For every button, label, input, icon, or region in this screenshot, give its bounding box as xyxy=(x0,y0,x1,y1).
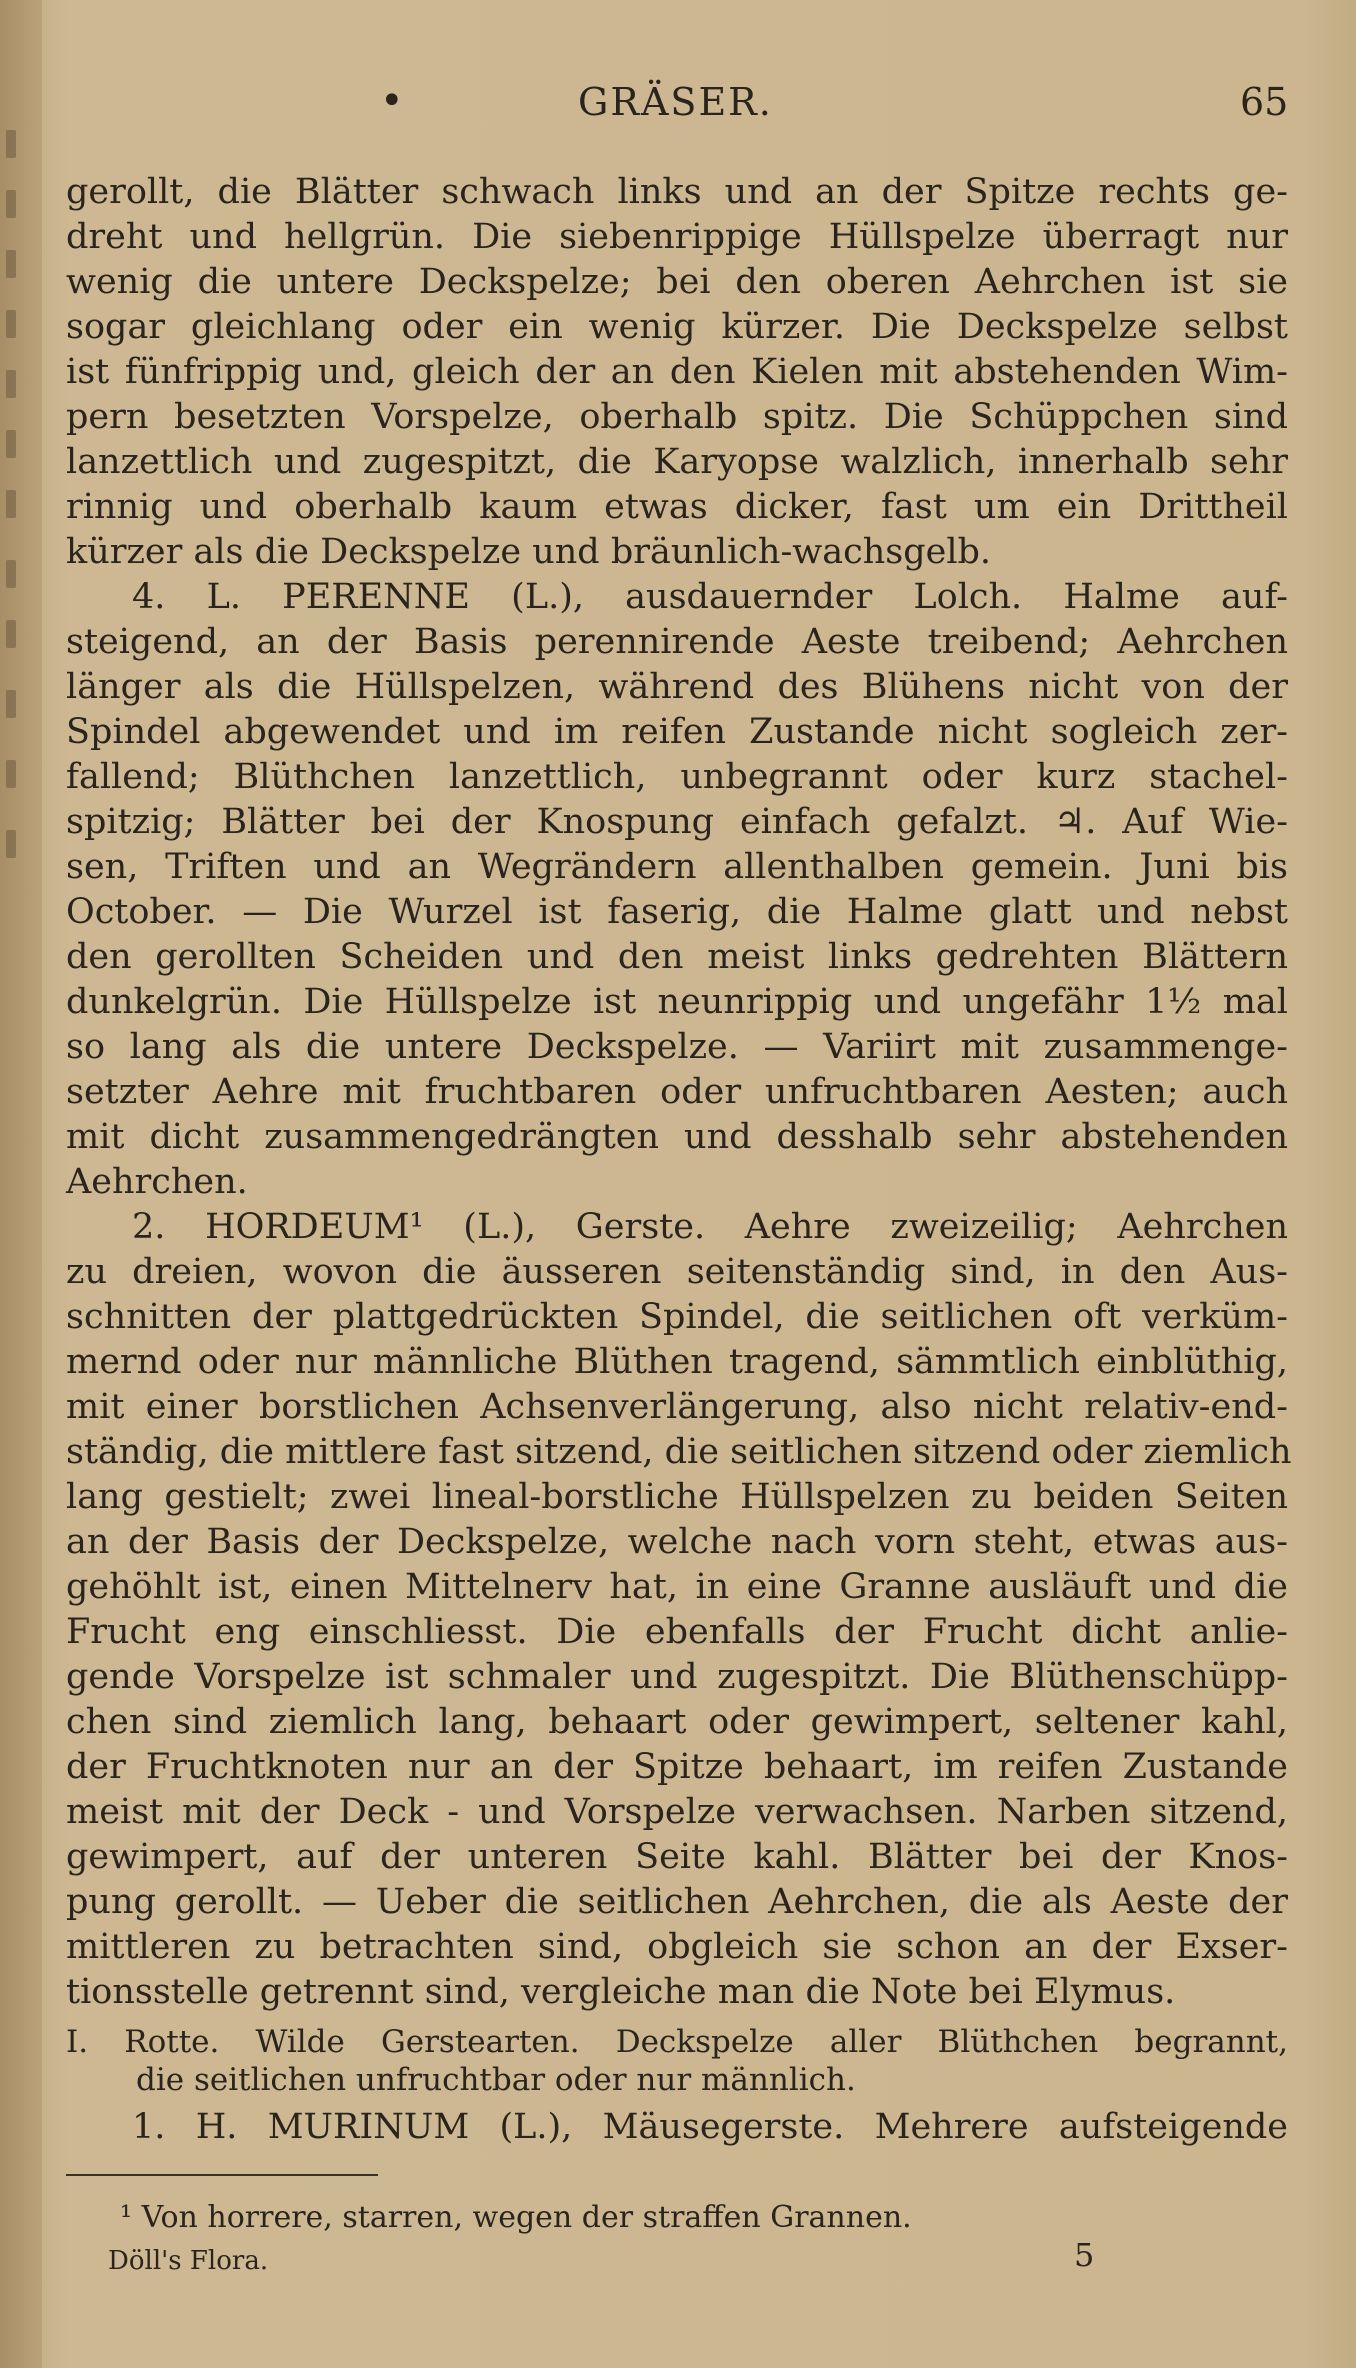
header-mark: • xyxy=(380,78,404,124)
text-line: mit einer borstlichen Achsenverlängerung, also nicht relativ-end- xyxy=(66,1387,1288,1427)
text-line: 2. HORDEUM¹ (L.), Gerste. Aehre zweizeilig; Aehrchen xyxy=(132,1207,1288,1247)
text-line: chen sind ziemlich lang, behaart oder gewimpert, seltener kahl, xyxy=(66,1702,1288,1742)
gutter-mark xyxy=(6,490,16,518)
gutter-mark xyxy=(6,430,16,458)
signature-label: Döll's Flora. xyxy=(108,2246,269,2276)
text-line: pern besetzten Vorspelze, oberhalb spitz. Die Schüppchen sind xyxy=(66,397,1288,437)
binding-gutter xyxy=(0,0,42,2368)
text-line: Aehrchen. xyxy=(66,1162,248,1202)
gutter-mark xyxy=(6,250,16,278)
text-line: wenig die untere Deckspelze; bei den oberen Aehrchen ist sie xyxy=(66,262,1288,302)
text-line: meist mit der Deck - und Vorspelze verwachsen. Narben sitzend, xyxy=(66,1792,1288,1832)
footnote-block xyxy=(66,2198,1288,2238)
gutter-mark xyxy=(6,310,16,338)
text-line: zu dreien, wovon die äusseren seitenständig sind, in den Aus- xyxy=(66,1252,1288,1292)
text-line: dunkelgrün. Die Hüllspelze ist neunrippig und ungefähr 1½ mal xyxy=(66,982,1288,1022)
gutter-mark xyxy=(6,190,16,218)
text-line: den gerollten Scheiden und den meist links gedrehten Blättern xyxy=(66,937,1288,977)
text-line: rinnig und oberhalb kaum etwas dicker, fast um ein Drittheil xyxy=(66,487,1288,527)
text-line: mittleren zu betrachten sind, obgleich sie schon an der Exser- xyxy=(66,1927,1288,1967)
text-line: 1. H. MURINUM (L.), Mäusegerste. Mehrere aufsteigende xyxy=(132,2107,1288,2147)
text-line: tionsstelle getrennt sind, vergleiche man die Note bei Elymus. xyxy=(66,1972,1176,2012)
text-line: gende Vorspelze ist schmaler und zugespitzt. Die Blüthenschüpp- xyxy=(66,1657,1288,1697)
text-line: sen, Triften und an Wegrändern allenthalben gemein. Juni bis xyxy=(66,847,1288,887)
text-line: lanzettlich und zugespitzt, die Karyopse walzlich, innerhalb sehr xyxy=(66,442,1288,482)
text-line: setzter Aehre mit fruchtbaren oder unfruchtbaren Aesten; auch xyxy=(66,1072,1288,1112)
gutter-mark xyxy=(6,130,16,158)
text-line: gerollt, die Blätter schwach links und an der Spitze rechts ge- xyxy=(66,172,1288,212)
text-line: gewimpert, auf der unteren Seite kahl. Blätter bei der Knos- xyxy=(66,1837,1288,1877)
text-line: so lang als die untere Deckspelze. — Variirt mit zusammenge- xyxy=(66,1027,1288,1067)
gutter-mark xyxy=(6,370,16,398)
text-line: pung gerollt. — Ueber die seitlichen Aehrchen, die als Aeste der xyxy=(66,1882,1288,1922)
gutter-mark xyxy=(6,760,16,788)
footnote: ¹ Von horrere, starren, wegen der straffen Grannen. xyxy=(120,2200,912,2235)
gutter-mark xyxy=(6,560,16,588)
text-line: der Fruchtknoten nur an der Spitze behaart, im reifen Zustande xyxy=(66,1747,1288,1787)
gutter-mark xyxy=(6,690,16,718)
text-line: Spindel abgewendet und im reifen Zustande nicht sogleich zer- xyxy=(66,712,1288,752)
text-line: mernd oder nur männliche Blüthen tragend, sämmtlich einblüthig, xyxy=(66,1342,1288,1382)
footnote-rule xyxy=(66,2174,378,2176)
text-line: ständig, die mittlere fast sitzend, die seitlichen sitzend oder ziemlich xyxy=(66,1432,1292,1472)
text-line: 4. L. PERENNE (L.), ausdauernder Lolch. Halme auf- xyxy=(132,577,1288,617)
text-line: kürzer als die Deckspelze und bräunlich-wachsgelb. xyxy=(66,532,992,572)
text-line: spitzig; Blätter bei der Knospung einfach gefalzt. ♃. Auf Wie- xyxy=(66,802,1288,842)
page-number: 65 xyxy=(1240,80,1289,124)
signature-number: 5 xyxy=(1074,2236,1095,2274)
page-header xyxy=(0,78,1356,128)
text-line: lang gestielt; zwei lineal-borstliche Hüllspelzen zu beiden Seiten xyxy=(66,1477,1288,1517)
text-line: dreht und hellgrün. Die siebenrippige Hüllspelze überragt nur xyxy=(66,217,1288,257)
text-body xyxy=(66,170,1292,2150)
gutter-mark xyxy=(6,620,16,648)
text-line: mit dicht zusammengedrängten und desshalb sehr abstehenden xyxy=(66,1117,1288,1157)
text-line: schnitten der plattgedrückten Spindel, die seitlichen oft verküm- xyxy=(66,1297,1288,1337)
text-line: steigend, an der Basis perennirende Aeste treibend; Aehrchen xyxy=(66,622,1288,662)
small-text-line: die seitlichen unfruchtbar oder nur männlich. xyxy=(136,2062,856,2098)
gutter-mark xyxy=(6,830,16,858)
text-line: an der Basis der Deckspelze, welche nach vorn steht, etwas aus- xyxy=(66,1522,1288,1562)
running-title: GRÄSER. xyxy=(578,80,773,124)
text-line: sogar gleichlang oder ein wenig kürzer. Die Deckspelze selbst xyxy=(66,307,1288,347)
text-line: October. — Die Wurzel ist faserig, die Halme glatt und nebst xyxy=(66,892,1288,932)
text-line: länger als die Hüllspelzen, während des Blühens nicht von der xyxy=(66,667,1288,707)
small-text-line: I. Rotte. Wilde Gerstearten. Deckspelze aller Blüthchen begrannt, xyxy=(66,2024,1288,2060)
text-line: ist fünfrippig und, gleich der an den Kielen mit abstehenden Wim- xyxy=(66,352,1288,392)
text-line: Frucht eng einschliesst. Die ebenfalls der Frucht dicht anlie- xyxy=(66,1612,1288,1652)
text-line: gehöhlt ist, einen Mittelnerv hat, in eine Granne ausläuft und die xyxy=(66,1567,1288,1607)
text-line: fallend; Blüthchen lanzettlich, unbegrannt oder kurz stachel- xyxy=(66,757,1288,797)
